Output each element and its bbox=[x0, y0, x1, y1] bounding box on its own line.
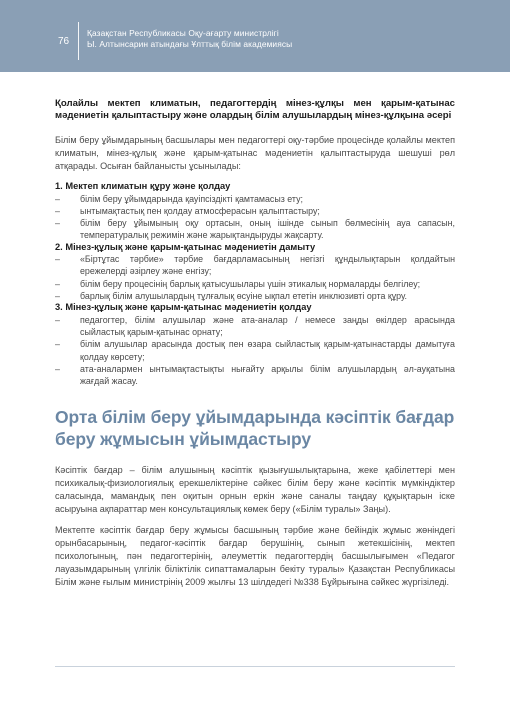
list-item: – «Біртұтас тәрбие» тәрбие бағдарламасының негізгі құндылықтарын қолдайтын ережелерді әзірлеу және енгізу; bbox=[55, 254, 455, 277]
dash-marker: – bbox=[55, 254, 60, 265]
list-item: – педагогтер, білім алушылар және ата-аналар / немесе заңды өкілдер арасында сыйластық қарым-қатынас орнату; bbox=[55, 314, 455, 338]
header-text bbox=[87, 28, 292, 50]
list-item: – барлық білім алушылардың тұлғалық өсуіне ықпал ететін инклюзивті орта құру. bbox=[55, 291, 408, 302]
dash-marker: – bbox=[55, 278, 60, 289]
dash-marker: – bbox=[55, 339, 60, 350]
group-3 bbox=[55, 302, 455, 387]
list-item: – білім беру ұйымдарында қауіпсіздікті қамтамасыз ету; bbox=[55, 193, 303, 204]
section-title-school-climate: Қолайлы мектеп климатын, педагогтердің мінез-құлқы мен қарым-қатынас мәдениетін қалыптастыру және олардың білім алушылардың мінез-құлқына әсері bbox=[55, 98, 455, 121]
header-divider bbox=[78, 22, 79, 60]
list-item: – білім алушылар арасында достық пен өзара сыйластық қарым-қатынастарды дамытуға қолдау көрсету; bbox=[55, 339, 455, 362]
dash-marker: – bbox=[55, 364, 60, 375]
dash-marker: – bbox=[55, 291, 60, 302]
paragraph-organization: Мектепте кәсіптік бағдар беру жұмысы басшының тәрбие және бейіндік жұмыс жөніндегі орынбасарының, педагог-кәсіптік бағдар берушінің, сынып жетекшісінің, мектеп психологының, пән педагогтерінің, әлеуметтік педагогтердің басшылығымен «Педагог лауазымдарының үлгілік біліктілік сипаттамаларын бекіту туралы» Қазақстан Республикасы Білім және ғылым министрінің 2009 жылғы 13 шілдедегі №338 Бұйрығына сәйкес жүргізіледі. bbox=[55, 524, 455, 587]
group-heading: 1. Мектеп климатын құру және қолдау bbox=[55, 181, 231, 191]
page-content bbox=[55, 98, 455, 597]
section-title-career-guidance: Орта білім беру ұйымдарында кәсіптік бағдар беру жұмысын ұйымдастыру bbox=[55, 406, 455, 449]
intro-paragraph: Білім беру ұйымдарының басшылары мен педагогтері оқу-тәрбие процесінде қолайлы мектеп климатын, мінез-құлық және қарым-қатынас мәдениетін қалыптастыруда шешуші рөл атқарады. Осыған байланысты ұсынылады: bbox=[55, 135, 455, 171]
group-heading: 2. Мінез-құлық және қарым-қатынас мәдениетін дамыту bbox=[55, 241, 316, 252]
list-item: – білім беру ұйымының оқу ортасын, оның ішінде сынып бөлмесінің ауа сапасын, температуралық режимін және жарықтандыруды жақсарту. bbox=[55, 218, 455, 241]
list-item: – ынтымақтастық пен қолдау атмосферасын қалыптастыру; bbox=[55, 205, 320, 216]
footer-rule bbox=[55, 666, 455, 667]
group-heading: 3. Мінез-құлық және қарым-қатынас мәдениетін қолдау bbox=[55, 302, 312, 313]
list-item: – білім беру процесінің барлық қатысушылары үшін этикалық нормаларды белгілеу; bbox=[55, 278, 421, 289]
dash-marker: – bbox=[55, 193, 60, 204]
group-1 bbox=[55, 181, 455, 242]
header-line-academy: Ы. Алтынсарин атындағы Ұлттық білім академиясы bbox=[87, 39, 293, 49]
page-number: 76 bbox=[58, 36, 70, 47]
group-2 bbox=[55, 242, 455, 303]
paragraph-definition: Кәсіптік бағдар – білім алушының кәсіптік қызығушылықтарына, жеке қабілеттері мен психикалық-физиологиялық ерекшеліктеріне сәйкес білім беру және кәсіптік мүмкіндіктер саласында, мамандық пен оқитын орнын еркін және саналы таңдау құқықтарын іске асыруына ақпараттар мен консультациялық көмек беру («Білім туралы» Заңы). bbox=[55, 464, 455, 514]
dash-marker: – bbox=[55, 218, 60, 229]
list-item: – ата-аналармен ынтымақтастықты нығайту арқылы білім алушылардың әл-ауқатына жағдай жасау. bbox=[55, 364, 455, 387]
page-header bbox=[0, 0, 510, 72]
dash-marker: – bbox=[55, 314, 60, 325]
dash-marker: – bbox=[55, 205, 60, 216]
header-line-ministry: Қазақстан Республикасы Оқу-ағарту министрлігі bbox=[87, 28, 279, 38]
